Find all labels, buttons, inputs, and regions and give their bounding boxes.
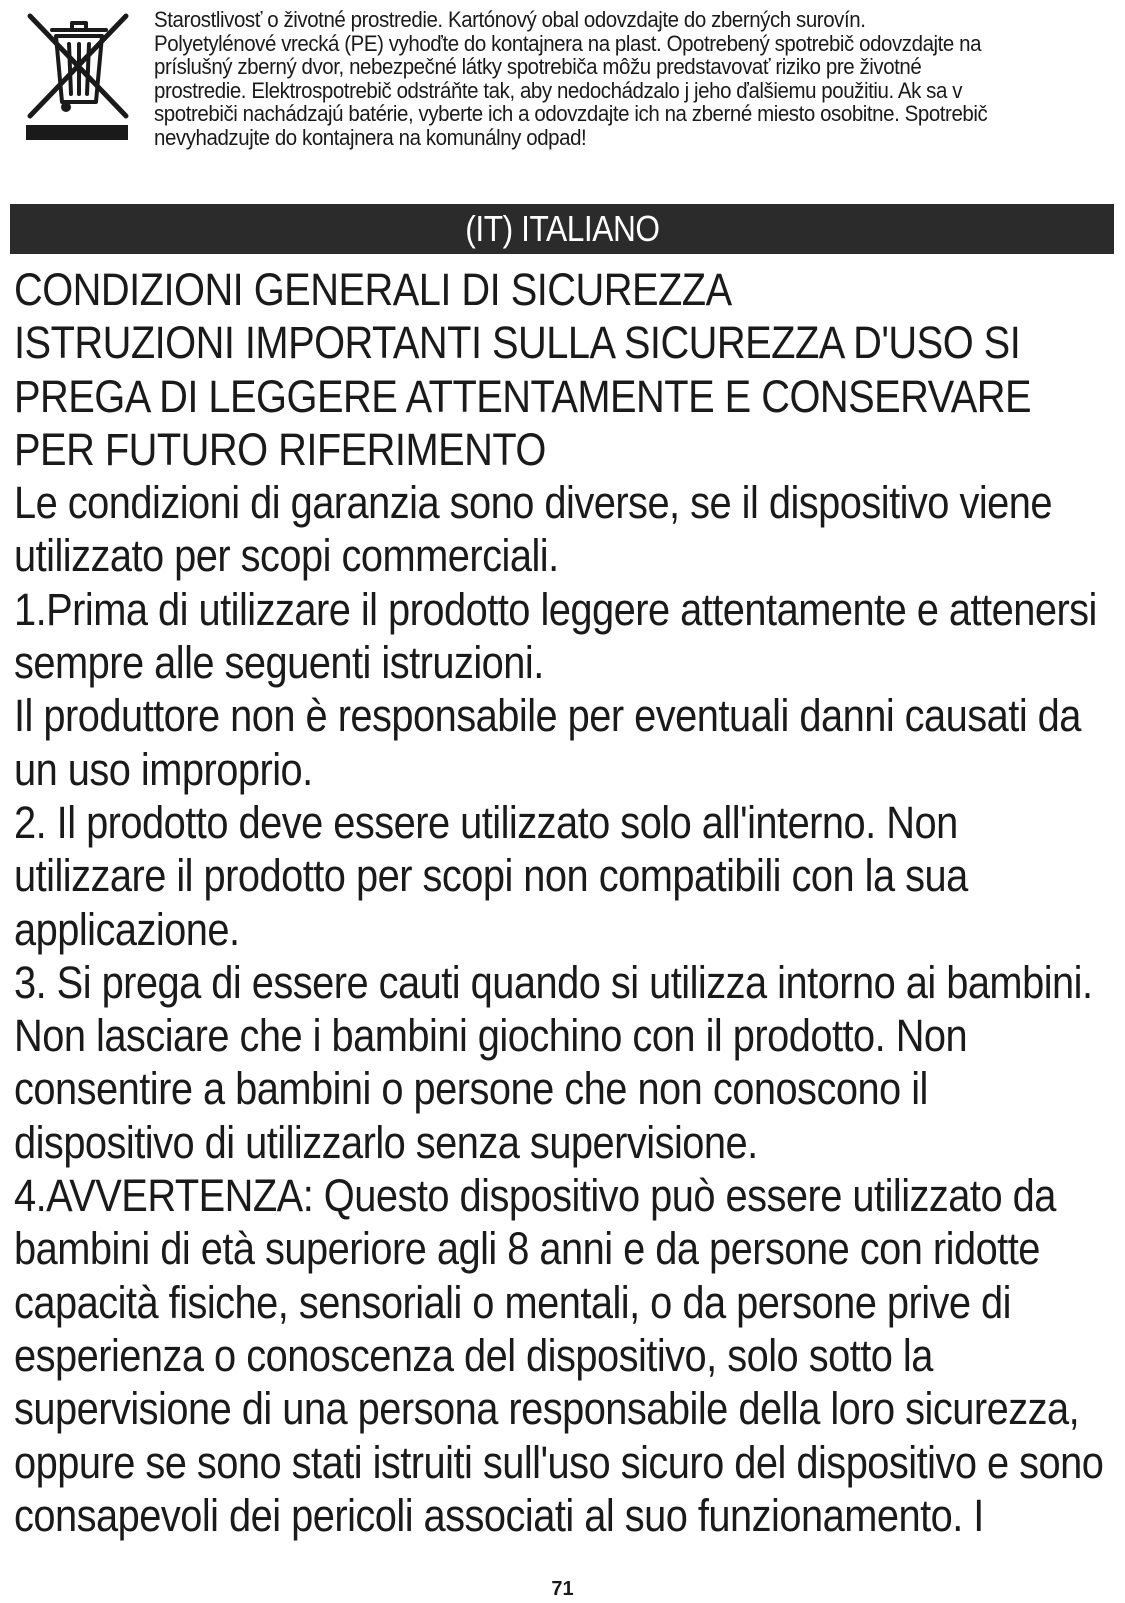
language-header-bar: [10, 204, 1114, 254]
section-subtitle: PREGA DI LEGGERE ATTENTAMENTE E CONSERVARE: [14, 370, 1032, 422]
italian-safety-section: [14, 263, 1125, 1542]
body-line: un uso improprio.: [14, 743, 313, 795]
recycling-text: [154, 8, 1047, 150]
body-line: 1.Prima di utilizzare il prodotto leggere attentamente e attenersi: [14, 583, 1097, 635]
body-line: dispositivo di utilizzarlo senza supervisione.: [14, 1116, 758, 1168]
section-subtitle: PER FUTURO RIFERIMENTO: [14, 423, 546, 475]
body-line: utilizzato per scopi commerciali.: [14, 530, 559, 582]
recycling-notice: [22, 6, 1112, 181]
body-line: applicazione.: [14, 903, 240, 955]
recycling-line: príslušný zberný dvor, nebezpečné látky spotrebiča môžu predstavovať riziko pre životné: [154, 54, 922, 80]
body-line: utilizzare il prodotto per scopi non compatibili con la sua: [14, 850, 968, 902]
body-line: 4.AVVERTENZA: Questo dispositivo può essere utilizzato da: [14, 1170, 1056, 1222]
body-line: Il produttore non è responsabile per eventuali danni causati da: [14, 690, 1081, 742]
crossed-out-wheelie-bin-icon: [22, 6, 132, 146]
body-line: Non lasciare che i bambini giochino con il prodotto. Non: [14, 1010, 968, 1062]
body-line: sempre alle seguenti istruzioni.: [14, 637, 544, 689]
recycling-line: Starostlivosť o životné prostredie. Kartónový obal odovzdajte do zberných surovín.: [154, 7, 866, 32]
language-header-title: (IT) ITALIANO: [464, 208, 660, 249]
body-line: oppure se sono stati istruiti sull'uso sicuro del dispositivo e sono: [14, 1436, 1104, 1488]
body-line: 2. Il prodotto deve essere utilizzato solo all'interno. Non: [14, 796, 958, 848]
recycling-line: prostredie. Elektrospotrebič odstráňte tak, aby nedochádzalo j jeho ďalšiemu použitiu. Ak sa v: [154, 77, 963, 103]
body-line: supervisione di una persona responsabile della loro sicurezza,: [14, 1383, 1080, 1435]
page-number: 71: [551, 1578, 574, 1600]
recycling-line: nevyhadzujte do kontajnera na komunálny odpad!: [154, 124, 587, 150]
section-subtitle: ISTRUZIONI IMPORTANTI SULLA SICUREZZA D'USO SI: [14, 317, 1021, 369]
body-line: 3. Si prega di essere cauti quando si utilizza intorno ai bambini.: [14, 956, 1093, 1008]
body-line: consentire a bambini o persone che non conoscono il: [14, 1063, 928, 1115]
body-line: Le condizioni di garanzia sono diverse, se il dispositivo viene: [14, 477, 1053, 529]
body-line: bambini di età superiore agli 8 anni e da persone con ridotte: [14, 1223, 1040, 1275]
recycling-line: spotrebiči nachádzajú batérie, vyberte ich a odovzdajte ich na zberné miesto osobitne. Spotrebič: [154, 101, 988, 127]
recycling-line: Polyetylénové vrecká (PE) vyhoďte do kontajnera na plast. Opotrebený spotrebič odovzdajte na: [154, 30, 982, 56]
body-line: consapevoli dei pericoli associati al suo funzionamento. I: [14, 1489, 984, 1541]
section-title: CONDIZIONI GENERALI DI SICUREZZA: [14, 264, 732, 315]
body-line: capacità fisiche, sensoriali o mentali, o da persone prive di: [14, 1276, 1011, 1328]
body-line: esperienza o conoscenza del dispositivo, solo sotto la: [14, 1329, 933, 1381]
